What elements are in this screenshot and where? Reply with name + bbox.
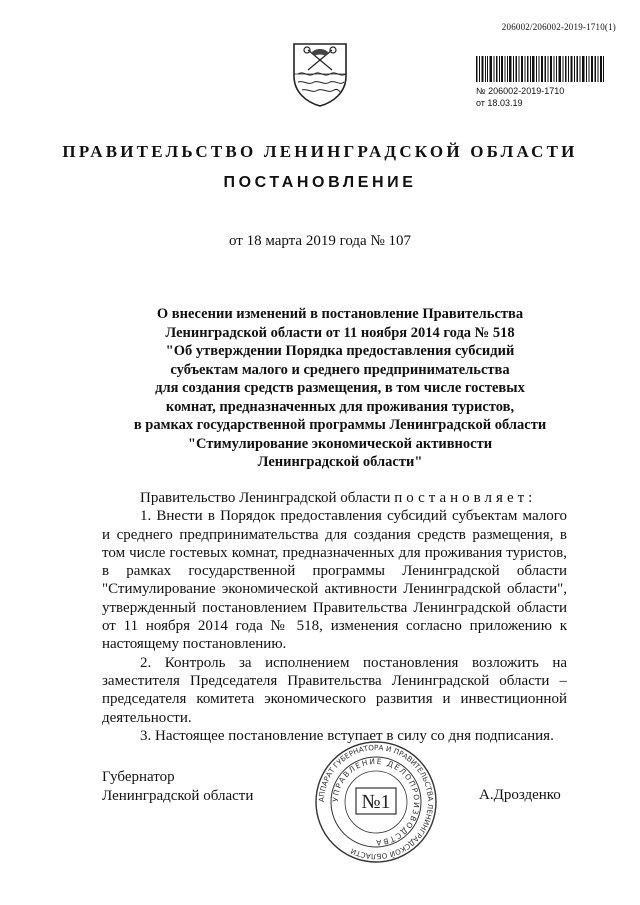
subject-line: "Об утверждении Порядка предоставления субсидий [165,343,515,359]
document-body [102,489,567,745]
intro-paragraph [102,489,567,507]
government-title: ПРАВИТЕЛЬСТВО ЛЕНИНГРАДСКОЙ ОБЛАСТИ [62,142,578,161]
registration-date: от 18.03.19 [476,98,523,108]
item-paragraph-2: 2. Контроль за исполнением постановления возложить на заместителя Председателя Правительства Ленинградской области – председателя комитета экономического развития и инвестиционной деятельности. [102,654,567,726]
coat-of-arms-icon [290,40,350,108]
subject-line: для создания средств размещения, в том числе гостевых [155,380,525,396]
item-paragraph-3: 3. Настоящее постановление вступает в силу со дня подписания. [140,727,554,744]
subject-line: О внесении изменений в постановление Правительства [156,306,524,322]
subject-line: Ленинградской области" [257,454,423,470]
subject-line: в рамках государственной программы Ленинградской области [133,417,547,433]
item-paragraph-1: 1. Внести в Порядок предоставления субсидий субъектам малого и среднего предпринимательства для создания средств размещения, в том числе гостевых комнат, предназначенных для проживания туристов, в рамках государственной программы Ленинградской области "Стимулирование экономической активности Ленинградской области", утвержденный постановлением Правительства Ленинградской области от 11 ноября 2014 года № 518, изменения согласно приложению к настоящему постановлению. [102,508,567,653]
barcode-block [476,56,616,108]
barcode-icon [476,56,604,82]
document-subject [120,305,560,472]
subject-line: Ленинградской области от 11 ноября 2014 года № 518 [165,324,515,341]
subject-line: "Стимулирование экономической активности [187,435,493,452]
subject-line: комнат, предназначенных для проживания туристов, [165,398,515,415]
signatory-region: Ленинградской области [102,788,254,804]
stamp-inner-text: УПРАВЛЕНИЕ ДЕЛОПРОИЗВОДСТВА [330,756,422,848]
registration-number: № 206002-2019-1710 [476,86,565,96]
intro-verb: постановляет: [394,490,537,506]
official-seal-icon [314,740,438,864]
signatory-title: Губернатор [102,769,175,785]
document-type: ПОСТАНОВЛЕНИЕ [223,174,417,191]
signatory-position [102,768,253,806]
document-code: 206002/206002-2019-1710(1) [501,22,616,32]
stamp-outer-text: АППАРАТ ГУБЕРНАТОРА И ПРАВИТЕЛЬСТВА ЛЕНИНГРАДСКОЙ ОБЛАСТИ [316,742,436,862]
signatory-name: А.Дрозденко [479,787,561,803]
subject-line: субъектам малого и среднего предпринимательства [170,361,510,378]
stamp-number: №1 [361,791,391,813]
intro-prefix: Правительство Ленинградской области [140,490,391,506]
document-date-line: от 18 марта 2019 года № 107 [228,233,412,249]
